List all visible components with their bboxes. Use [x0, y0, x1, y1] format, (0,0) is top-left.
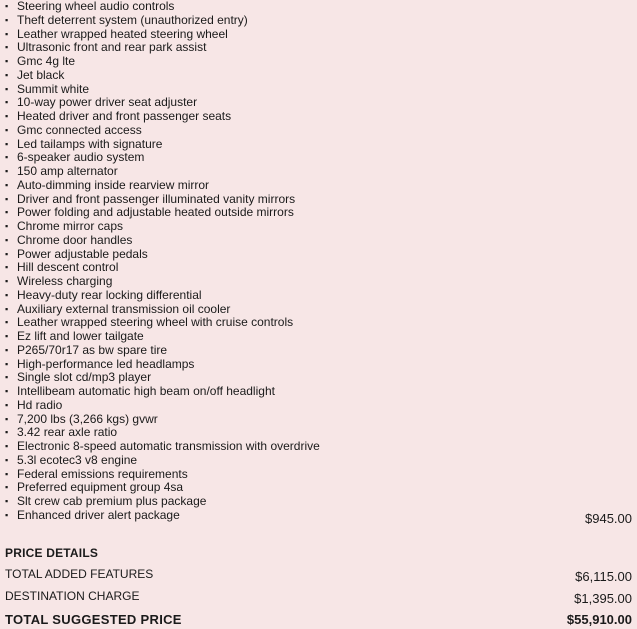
feature-label: Heated driver and front passenger seats: [17, 109, 232, 123]
bullet-icon: ▪: [5, 454, 9, 465]
bullet-icon: ▪: [5, 344, 9, 355]
feature-item: [5, 385, 632, 399]
feature-label: Jet black: [17, 67, 65, 82]
feature-label: Intellibeam automatic high beam on/off headlight: [17, 384, 275, 398]
feature-label: Chrome door handles: [17, 232, 133, 247]
feature-label: Hill descent control: [17, 260, 119, 275]
feature-list: [5, 0, 632, 526]
destination-charge-value: $1,395.00: [574, 591, 632, 606]
feature-label: Chrome mirror caps: [17, 219, 124, 233]
feature-item: [5, 179, 632, 193]
bullet-icon: ▪: [5, 152, 9, 163]
feature-item: [5, 358, 632, 372]
feature-item: [5, 316, 632, 330]
bullet-icon: ▪: [5, 193, 9, 204]
feature-item: [5, 124, 632, 138]
price-details-heading: PRICE DETAILS: [5, 546, 99, 560]
feature-item: [5, 234, 632, 248]
bullet-icon: ▪: [5, 496, 9, 506]
feature-label: Summit white: [17, 81, 90, 96]
bullet-icon: ▪: [5, 303, 9, 314]
bullet-icon: ▪: [5, 138, 9, 149]
bullet-icon: ▪: [5, 83, 9, 94]
bullet-icon: ▪: [5, 111, 9, 121]
feature-item: [5, 330, 632, 344]
total-suggested-price-value: $55,910.00: [566, 612, 632, 627]
bullet-icon: ▪: [5, 441, 9, 451]
feature-label: High-performance led headlamps: [17, 356, 195, 371]
bullet-icon: ▪: [5, 262, 9, 273]
feature-label: Ez lift and lower tailgate: [17, 329, 144, 343]
feature-label: Power adjustable pedals: [17, 246, 148, 261]
feature-label: Theft deterrent system (unauthorized entry): [17, 12, 248, 27]
total-suggested-price-row: [5, 612, 632, 629]
bullet-icon: ▪: [5, 221, 9, 231]
feature-item: [5, 275, 632, 289]
bullet-icon: ▪: [5, 207, 9, 218]
bullet-icon: ▪: [5, 276, 9, 286]
total-suggested-price-label: TOTAL SUGGESTED PRICE: [5, 612, 182, 627]
bullet-icon: ▪: [5, 166, 9, 176]
feature-item: [5, 454, 632, 468]
feature-item: [5, 165, 632, 179]
feature-item: [5, 426, 632, 440]
feature-label: Wireless charging: [17, 274, 113, 288]
bullet-icon: ▪: [5, 399, 9, 410]
feature-label: Auto-dimming inside rearview mirror: [17, 177, 210, 192]
feature-label: Leather wrapped steering wheel with cruise controls: [17, 315, 294, 330]
feature-item: [5, 289, 632, 303]
feature-item: [5, 468, 632, 482]
feature-item: [5, 0, 632, 14]
bullet-icon: ▪: [5, 372, 9, 383]
feature-item: [5, 28, 632, 42]
total-added-features-row: [5, 567, 632, 585]
bullet-icon: ▪: [5, 317, 9, 328]
feature-item: [5, 151, 632, 165]
bullet-icon: ▪: [5, 97, 9, 108]
feature-item: [5, 413, 632, 427]
total-added-features-label: TOTAL ADDED FEATURES: [5, 567, 154, 581]
destination-charge-label: DESTINATION CHARGE: [5, 589, 140, 603]
feature-label: 3.42 rear axle ratio: [17, 425, 118, 440]
bullet-icon: ▪: [5, 358, 9, 369]
bullet-icon: ▪: [5, 468, 9, 479]
feature-label: Power folding and adjustable heated outside mirrors: [17, 205, 294, 220]
feature-label: Slt crew cab premium plus package: [17, 494, 207, 508]
bullet-icon: ▪: [5, 69, 9, 80]
feature-label: Auxiliary external transmission oil cooler: [17, 301, 231, 316]
feature-label: 150 amp alternator: [17, 164, 118, 178]
feature-item: [5, 220, 632, 234]
feature-label: Ultrasonic front and rear park assist: [17, 40, 207, 55]
feature-item: [5, 41, 632, 55]
feature-item: [5, 138, 632, 152]
bullet-icon: ▪: [5, 331, 9, 341]
feature-item: [5, 371, 632, 385]
feature-label: Leather wrapped heated steering wheel: [17, 26, 228, 41]
bullet-icon: ▪: [5, 14, 9, 25]
feature-item: [5, 83, 632, 97]
feature-label: Hd radio: [17, 397, 63, 412]
feature-label: Electronic 8-speed automatic transmission with overdrive: [17, 439, 320, 453]
feature-item: [5, 303, 632, 317]
feature-label: Federal emissions requirements: [17, 466, 188, 481]
bullet-icon: ▪: [5, 179, 9, 190]
feature-label: Steering wheel audio controls: [17, 0, 175, 13]
feature-label: Driver and front passenger illuminated vanity mirrors: [17, 191, 296, 206]
bullet-icon: ▪: [5, 56, 9, 66]
feature-label: 6-speaker audio system: [17, 150, 145, 165]
feature-label: Enhanced driver alert package: [17, 507, 180, 522]
feature-item: [5, 344, 632, 358]
feature-item: [5, 440, 632, 454]
feature-label: Heavy-duty rear locking differential: [17, 287, 202, 302]
feature-label: 5.3l ecotec3 v8 engine: [17, 452, 138, 467]
feature-item: [5, 507, 632, 526]
bullet-icon: ▪: [5, 289, 9, 300]
feature-item: [5, 96, 632, 110]
feature-label: P265/70r17 as bw spare tire: [17, 342, 168, 357]
feature-item: [5, 55, 632, 69]
bullet-icon: ▪: [5, 234, 9, 245]
bullet-icon: ▪: [5, 427, 9, 438]
bullet-icon: ▪: [5, 386, 9, 396]
bullet-icon: ▪: [5, 1, 9, 11]
feature-item: [5, 206, 632, 220]
feature-label: Single slot cd/mp3 player: [17, 370, 152, 385]
bullet-icon: ▪: [5, 124, 9, 135]
total-added-features-value: $6,115.00: [575, 569, 632, 584]
feature-label: 10-way power driver seat adjuster: [17, 95, 198, 110]
destination-charge-row: [5, 589, 632, 607]
feature-item: [5, 69, 632, 83]
feature-label: Gmc connected access: [17, 122, 142, 137]
feature-item: [5, 399, 632, 413]
feature-item: [5, 110, 632, 124]
bullet-icon: ▪: [5, 509, 9, 520]
feature-label: Led tailamps with signature: [17, 136, 163, 151]
bullet-icon: ▪: [5, 413, 9, 424]
feature-item: [5, 481, 632, 495]
feature-label: 7,200 lbs (3,266 kgs) gvwr: [17, 411, 158, 426]
bullet-icon: ▪: [5, 42, 9, 53]
feature-item: [5, 14, 632, 28]
feature-item: [5, 193, 632, 207]
feature-price: $945.00: [585, 510, 632, 526]
bullet-icon: ▪: [5, 28, 9, 39]
feature-item: [5, 495, 632, 509]
feature-label: Gmc 4g lte: [17, 54, 76, 68]
feature-item: [5, 248, 632, 262]
feature-item: [5, 261, 632, 275]
bullet-icon: ▪: [5, 482, 9, 493]
bullet-icon: ▪: [5, 248, 9, 259]
feature-label: Preferred equipment group 4sa: [17, 480, 184, 495]
